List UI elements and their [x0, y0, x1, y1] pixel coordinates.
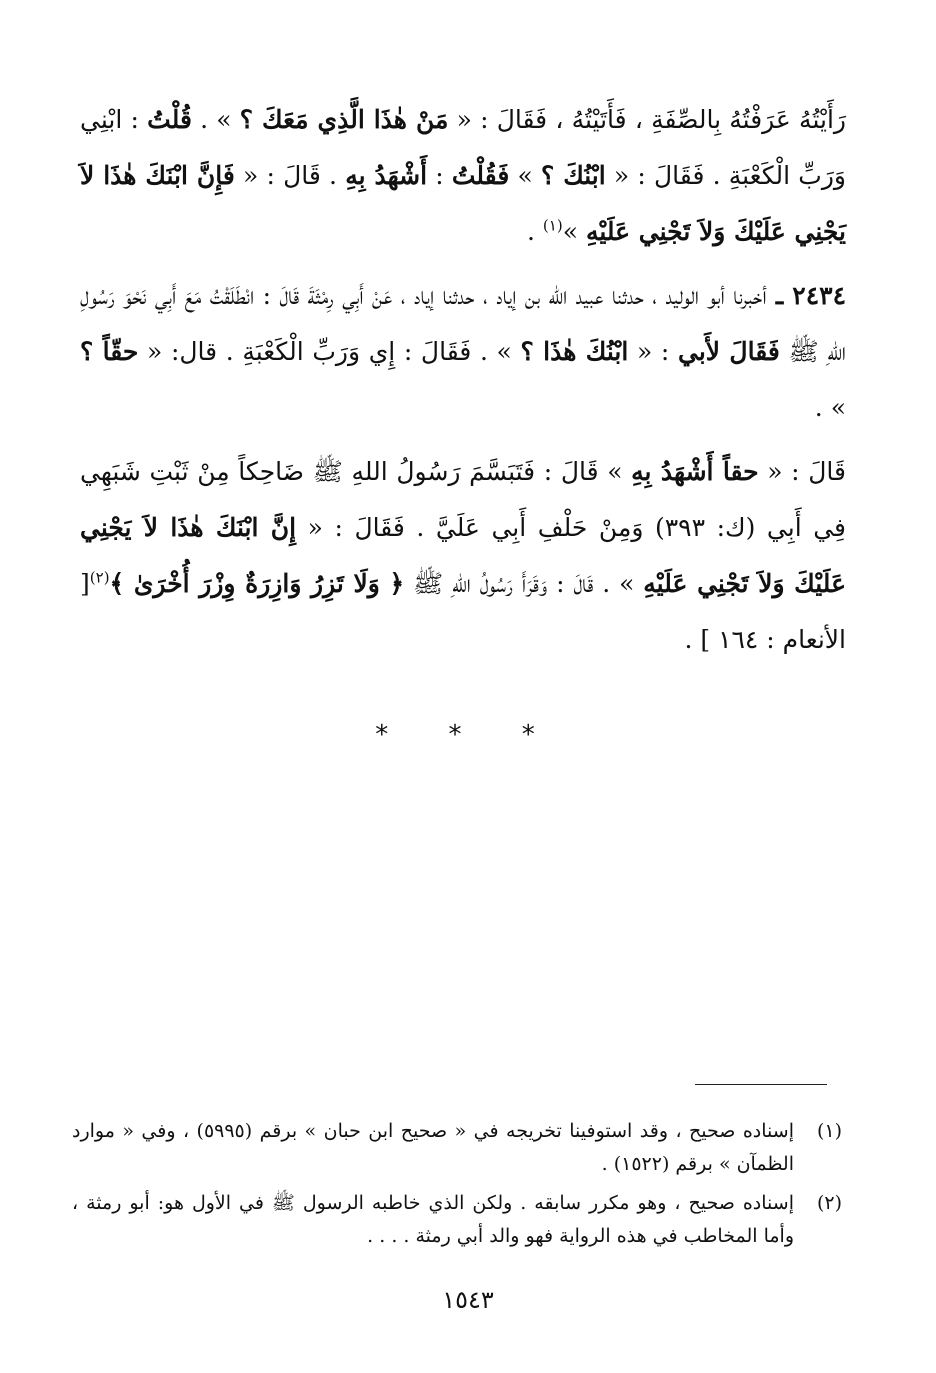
footnote-text: إسناده صحيح ، وهو مكرر سابقه . ولكن الذي خاطبه الرسول ﷺ في الأول هو: أبو رمثة ، وأما المخاطب في هذه الرواية فهو والد أبي رمثة . . . . [72, 1192, 794, 1247]
verse-citation: [ الأنعام : ١٦٤ ] . [80, 569, 846, 654]
main-text [80, 92, 846, 668]
bold-quote: ابْنُكَ هٰذَا ؟ [520, 337, 629, 366]
footnote-marker: (٢) [816, 1192, 842, 1214]
bold-quote: حقّاً ؟ [80, 337, 139, 366]
hadith-paragraph-continued: قَالَ : « حقاً أَشْهَدُ بِهِ » قَالَ : فَتَبَسَّمَ رَسُولُ اللهِ ﷺ ضَاحِكاً مِنْ ثَبْتِ شَبَهِي فِي أَبِي (ك: ٣٩٣) وَمِنْ حَلْفِ أَبِي عَلَيَّ . فَقَالَ : « إِنَّ ابْنَكَ هٰذَا لاَ يَجْنِي عَلَيْكَ وَلاَ تَجْنِي عَلَيْهِ » . قَالَ : وَقَرَأَ رَسُولُ اللهِ ﷺ ﴿ وَلَا تَزِرُ وَازِرَةٌ وِزْرَ أُخْرَىٰ ﴾$^{(٢)}$[ الأنعام : ١٦٤ ] . [80, 457, 847, 654]
bold-quote: فَإِنَّ ابْنَكَ هٰذَا لاَ يَجْنِي عَلَيْكَ وَلاَ تَجْنِي عَلَيْهِ [80, 161, 846, 246]
bold-quote: ابْنُكَ ؟ [540, 161, 606, 190]
footnote-divider [695, 1084, 827, 1085]
paragraph-continuation: رَأَيْتُهُ عَرَفْتُهُ بِالصِّفَةِ ، فَأَتَيْتُهُ ، فَقَالَ : « مَنْ هٰذَا الَّذِي مَعَكَ ؟ » . قُلْتُ : ابْنِي وَرَبِّ الْكَعْبَةِ . فَقَالَ : « ابْنُكَ ؟ » فَقُلْتُ : أَشْهَدُ بِهِ . قَالَ : « فَإِنَّ ابْنَكَ هٰذَا لاَ يَجْنِي عَلَيْكَ وَلاَ تَجْنِي عَلَيْهِ »$^{(١)}$ . [80, 105, 846, 246]
section-separator: * * * [375, 720, 561, 750]
bold-quote: إِنَّ ابْنَكَ هٰذَا لاَ يَجْنِي عَلَيْكَ وَلاَ تَجْنِي عَلَيْهِ [80, 513, 846, 598]
footnote-reference-1[interactable]: (١) [542, 216, 563, 235]
footnote-1 [72, 1115, 842, 1181]
footnote-reference-2[interactable]: (٢) [89, 568, 110, 587]
footnote-text: إسناده صحيح ، وقد استوفينا تخريجه في « صحيح ابن حبان » برقم (٥٩٩٥) ، وفي « موارد الظمآن » برقم (١٥٢٢) . [72, 1120, 794, 1175]
hadith-number: ٢٤٣٤ ـ [766, 281, 847, 310]
footnotes [72, 1115, 842, 1259]
footnote-marker: (١) [816, 1120, 842, 1142]
quran-verse: ﴿ وَلَا تَزِرُ وَازِرَةٌ وِزْرَ أُخْرَىٰ ﴾ [109, 569, 405, 598]
bold-quote: حقاً أَشْهَدُ بِهِ [631, 457, 759, 486]
bold-quote: أَشْهَدُ بِهِ [345, 161, 428, 190]
hadith-paragraph: ٢٤٣٤ ـ أخبرنا أبو الوليد ، حدثنا عبيد الله بن إياد ، حدثنا إياد ، عَنْ أَبِي رِمْثَةَ قَالَ : انْطَلَقْتُ مَعَ أَبِي نَحْوَ رَسُولِ اللهِ ﷺ فَقَالَ لأَبي : « ابْنُكَ هٰذَا ؟ » . فَقَالَ : إِي وَرَبِّ الْكَعْبَةِ . قال: « حقّاً ؟ » . [80, 281, 847, 422]
footnote-2 [72, 1187, 842, 1253]
page-number: ١٥٤٣ [442, 1286, 494, 1314]
bold-quote: مَنْ هٰذَا الَّذِي مَعَكَ ؟ [239, 105, 449, 134]
